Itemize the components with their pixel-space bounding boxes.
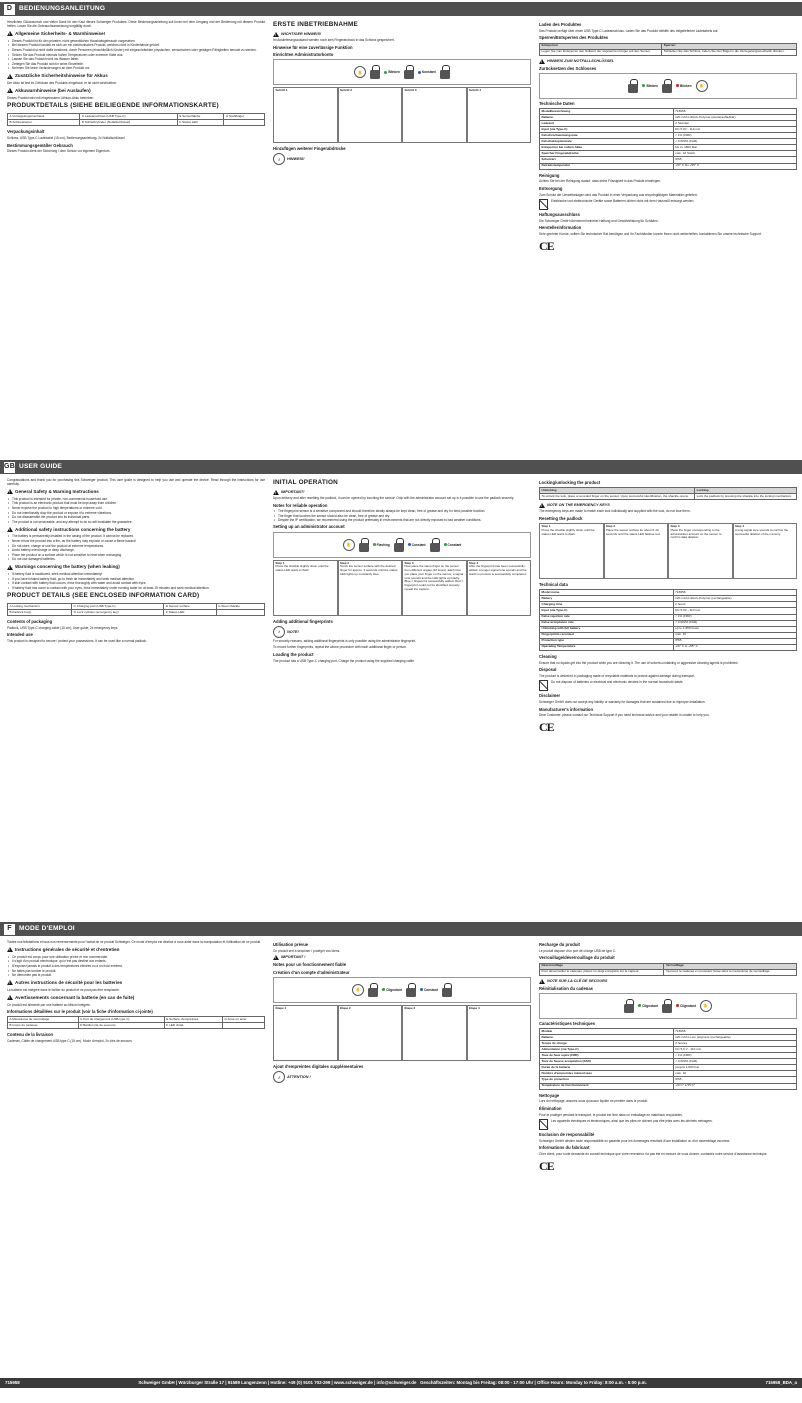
warning-icon (7, 565, 13, 570)
warning-icon (7, 31, 13, 36)
column-3: Laden des Produktes Das Produkt verfügt über einen USB Type-C Ladeanschluss. Laden Sie das Produkt mithilfe des mitgelieferten Ladekabels auf. Sperren/Entsperren des Produktes Entsperren Sperren Legen Sie zum Entsperren den Sollwert der angelernten Finger auf den Sensor. Schließen Sie das Schloss, indem Sie den Bügel in die Verriegelungsmechanik drücken. ! HINWEIS ZUM NOTFALLSCHLÜSSEL Zurücksetzen des Schlosses Blinken Blinken ✋ Technische Daten Modellbezeichnung 715958 Batterie 120 mAh Lithium Polymer (wiederaufladbar) Ladezeit 2 Stunden Input (via Type-C) DC 5.0V - 110 mA Falschrückweisungsrate < 1% (FRR) Falschakzeptanzrate < 0.002% (FAR) Entsperren bei vollem Akku bis zu 1800 Mal Speicher Fingerabdrücke max. 10 Stück Schutzart IP65 Betriebstemperatur -20° C bis +55° C Reinigung Achten Sie bei der Reinigung darauf, dass keine Flüssigkeit in das Produkt eindringen. Entsorgung Zum Schutz der Umweltanlagen wird das Produkt in einer Verpackung aus recyclingfähigen Materialien geliefert. Elektrische und elektronische Geräte sowie Batterien dürfen nicht mit dem Hausmüll entsorgt werden. Haftungsausschluss Die Schweiger GmbH übernimmt keinerlei Haftung und Gewährleistung für Schäden. Herstellerinformation Sehr geehrter Kunde, sollten Sie technischer Rat benötigen und Ihr Fachhändler konnte Ihnen nicht weiterhelfen, kontaktieren Sie unsere technische Support. CE (539, 20, 797, 256)
heading: ! Allgemeine Sicherheits- & Warnhinweise! (7, 31, 265, 37)
tech-table: Model name 715958 Battery 120 mAh Lithium Polymer (rechargeable) Charging time 2 hours Input (via Type-C) DC 5.0V - 110 mA False rejection rate < 1% (FRR) False acceptance rate < 0.002% (FAR) Unlocking with full battery up to 1,800 times Fingerprints recorded max. 10 Protection type IP65 Operating Temperature -20° C to +55° C (539, 589, 797, 650)
column-2: INITIAL OPERATION ! IMPORTANT! Upon delivery and after resetting the padlock, it can be opened by touching the sensor! Only with the administrator account set up is it possible to use the padlock securely. Notes for reliable operation • The fingerprint sensor is a sensitive component and should therefore ideally always be kept clean, free of grease and dry for best possible function. • The finger that touches the sensor should also be clean, free of grease and dry. • Despite the IP certification, we recommend using the product preferably in environments that are not directly exposed to bad weather conditions. Setting up an administrator account ✋ Flashing Constant Constant Step 1 Press the shackle slightly down until the status LED starts to flash. Step 2 Touch the sensor surface with the desired finger for approx. 3 seconds until the status LED lights up constantly blue. Step 3 Now place the same finger on the sensor from different angles (10 times). Each time you place your finger on the sensor, a signal tone sounds and the LED lights up briefly. Blue = fingerprint successfully added. Red = fingerprint could not be identified properly, repeat the capture. Step 4 After the fingerprint has been successfully added, a longer signal tone sounds and the teach-in process is successfully completed. Adding additional fingerprints i NOTE! For security reasons, adding additional fingerprints is only possible using the administrator fingerprint. To record further fingerprints, repeat the above procedure with each additional finger or person. Loading the product The product has a USB Type-C charging port. Charge the product using the supplied charging cable. (273, 478, 531, 737)
reset-illustration: Blinken Blinken ✋ (539, 73, 797, 99)
warning-icon (7, 74, 13, 79)
padlock-icon (430, 538, 440, 552)
column-3: Recharge du produit Le produit dispose d'un port de charge USB de type C. Verrouillage/déverrouillage du produit Déverrouillage Verrouillage Pour déverrouiller le cadenas, placez un doigt enregistré sur le capteur. Verrouez le cadenas en poussant l'anse dans le mécanisme de verrouillage. ! NOTE SUR LA CLÉ DE SECOURS Réinitialisation du cadenas Clignotant Clignotant ✋ Caractéristiques techniques Modèle 715958 Batterie 120 mAh Li-ion polymère (rechargeable) Temps de charge 2 heures Alimentation (via Type-C) CC 5,0 V - 110 mA Taux de faux rejets (FRR) < 1% (FRR) Taux de fausse acceptation (FAR) < 0,002% (FAR) Durée de la batterie jusqu'à 1.800 fois Nombre d'empreintes mémorisées max. 10 Type de protection IP65 Température de fonctionnement -20 C° à 55 C° Nettoyage Lors du nettoyage, assurez-vous qu'aucun liquide ne pénètre dans le produit. Élimination Pour le protéger pendant le transport, le produit est livré dans un emballage en matériaux recyclables. Les appareils électriques et électroniques, ainsi que les piles ne doivent pas être jetés avec les déchets ménagers. Exclusion de responsabilité Schweiger GmbH décline toute responsabilité ou garantie pour les dommages résultant d'une installation ou d'un assemblage incorrect. Informations du fabricant Cher client, pour toute demande de conseil technique que votre revendeur n'a pas été en mesure de vous donner, contactez notre service d'assistance technique. CE (539, 940, 797, 1176)
contents-table: A Locking mechanism C Charging port (USB Type-C) E Sensor surface G Steel shackle B Padlock body D Lock cylinder (emergency key) F Status LED (7, 603, 265, 616)
padlock-icon (662, 999, 672, 1013)
warning-icon (7, 489, 13, 494)
heading: ! Zusätzliche Sicherheitshinweise für Akkus (7, 73, 265, 79)
column-2: Utilisation prévue Ce produit sert à sécuriser / protéger vos biens. ! IMPORTANT ! Notes pour un fonctionnement fiable Création d'un compte d'administrateur ✋ Clignotant Constant Étape 1 Étape 2 Étape 3 Étape 4 Ajout d'empreintes digitales supplémentaires i ATTENTION ! (273, 940, 531, 1176)
tech-table: Modèle 715958 Batterie 120 mAh Li-ion polymère (rechargeable) Temps de charge 2 heures Alimentation (via Type-C) CC 5,0 V - 110 mA Taux de faux rejets (FRR) < 1% (FRR) Taux de fausse acceptation (FAR) < 0,002% (FAR) Durée de la batterie jusqu'à 1.800 fois Nombre d'empreintes mémorisées max. 10 Type de protection IP65 Température de fonctionnement -20 C° à 55 C° (539, 1028, 797, 1089)
padlock-icon (359, 538, 369, 552)
info-icon: i (273, 1071, 285, 1083)
section-header-fr (0, 922, 802, 936)
section-fr (0, 922, 802, 1374)
section-de (0, 2, 802, 440)
column-2: ERSTE INBETRIEBNAHME ! WICHTIGER HINWEIS! Im Auslieferungszustand werden noch kein Fingerabdruck in das Schloss gespeichert. Hinweise für eine zuverlässige Funktion Einrichten Administratorkonto ✋ Blinken Konstant Schritt 1 Schritt 2 Schritt 3 Schritt 4 Hinzufügen weiterer Fingerabdrücke i HINWEIS! (273, 20, 531, 256)
hand-icon: ✋ (352, 984, 364, 996)
doc-code: 715958_BDA_a (765, 1380, 797, 1386)
safety-list: • Dieses Produkt ist für den privaten, nicht gewerblichen Haushaltsgebrauch vorgesehen. • Bei diesem Produkt handelt es sich um ein elektronisches Produkt, welches nicht in Kinderhände gehört! • Dieses Produkt ist nicht dafür bestimmt, durch Personen (einschließlich Kinder) mit eingeschränkten physischen, sensorischen oder geistigen Fähigkeiten benutzt zu werden. • Setzen Sie das Produkt niemals hohen Temperaturen oder extremer Kälte aus. • Lassen Sie das Produkt nicht ins Wasser fallen. • Zerlegen Sie das Produkt nicht in seine Einzelteile. • Nehmen Sie keine Veränderungen an dem Produkt vor. (7, 39, 265, 71)
warning-icon (273, 32, 279, 37)
info-icon: i (273, 153, 285, 165)
column-1: Toutes nos félicitations et tous nos remerciements pour l'achat de ce produit Schweiger. Ce mode d'emploi est destiné à vous aider dans la manipulation et l'utilisation de ce produit. ! Instructions générales de sécurité et d'entretien • Ce produit est conçu pour une utilisation privée et non commerciale. • Il s'agit d'un produit électronique, qui n'est pas destiné aux enfants. • N'exposez jamais le produit à des températures élevées ou à un froid extrême. • Ne faites pas tomber le produit. • Ne démontez pas le produit. ! Autres instructions de sécurité pour les batteries La batterie est intégrée dans le boîtier du produit et ne peut pas être remplacée. ! Avertissements concernant la batterie (en cas de fuite) Ce produit est alimenté par une batterie au lithium intégrée. Informations détaillées sur le produit (voir la fiche d'information ci-jointe) A Mécanisme de verrouillage C Port de chargement (USB type C) E Surface d'empreintes G Anse en acier B Corps du cadenas D Barillet (clé de secours) F LED d'état Contenu de la livraison Cadenas, Câble de chargement USB type C (15 cm), Mode d'emploi, 2x clés de secours (7, 940, 265, 1176)
section-header-gb (0, 460, 802, 474)
reset-illustration: Clignotant Clignotant ✋ (539, 993, 797, 1019)
warning-icon (7, 88, 13, 93)
warning-icon (539, 979, 545, 984)
safety-list: • This product is intended for private, non-commercial household use. • This product is an electronic product that must be kept away from children. • Never expose the product to high temperatures or extreme cold. • Do not intentionally drop the product or expose it to extreme vibrations. • Do not disassemble the product into its individual parts. • The product is not serviceable, and any attempt to do so will invalidate the guarantee. (7, 497, 265, 524)
ce-mark-icon: CE (539, 238, 554, 253)
section-header-de (0, 2, 802, 16)
warning-icon (273, 490, 279, 495)
warning-icon (7, 527, 13, 532)
padlock-icon (662, 79, 672, 93)
admin-steps: Step 1 Press the shackle slightly down until the status LED starts to flash. Step 2 Touch the sensor surface with the desired finger for approx. 3 seconds until the status LED lights up constantly blue. Step 3 Now place the same finger on the sensor from different angles (10 times). Each time you place your finger on the sensor, a signal tone sounds and the LED lights up briefly. Blue = fingerprint successfully added. Red = fingerprint could not be identified properly, repeat the capture. Step 4 After the fingerprint has been successfully added, a longer signal tone sounds and the teach-in process is successfully completed. (273, 560, 531, 616)
lang-badge: GB (4, 462, 15, 473)
hand-icon: ✋ (696, 80, 708, 92)
led-illustration: ✋ Flashing Constant Constant (273, 532, 531, 558)
hand-icon: ✋ (354, 66, 366, 78)
lang-badge: F (4, 924, 15, 935)
column-3: Locking/unlocking the product Unlocking Locking To unlock the lock, place a recorded finger on the sensor. Upon successful identification, the shackle opens. Lock the padlock by pressing the shackle into the locking mechanism. ! NOTE ON THE EMERGENCY KEYS The emergency keys are made to match each lock individually and supplied with the lock, do not lose them. Resetting the padlock Step 1 Press the shackle slightly down until the status LED starts to flash. Step 2 Place the sensor surface for about 6-10 seconds until the status LED flashes red. Step 3 Place the finger corresponding to the administrator account on the sensor to confirm data deletion. Step 4 A long signal tone sounds to confirm the successful deletion of the memory. Technical data Model name 715958 Battery 120 mAh Lithium Polymer (rechargeable) Charging time 2 hours Input (via Type-C) DC 5.0V - 110 mA False rejection rate < 1% (FRR) False acceptance rate < 0.002% (FAR) Unlocking with full battery up to 1,800 times Fingerprints recorded max. 10 Protection type IP65 Operating Temperature -20° C to +55° C Cleaning Ensure that no liquids get into the product while you are cleaning it. The use of solvent-containing or aggressive cleaning agents is prohibited. Disposal The product is delivered in packaging made of recyclable materials to protect against damage during transport. Do not dispose of batteries or electrical and electronic devices in the normal household waste. Disclaimer Schweiger GmbH does not accept any liability or warranty for damages that are sustained due to improper installation. Manufacturer's information Dear Customer, please contact our Technical Support if you need technical advice and your retailer is unable to help you. CE (539, 478, 797, 737)
padlock-icon (442, 983, 452, 997)
footer-bar (0, 1378, 802, 1388)
warning-icon (7, 995, 13, 1000)
led-illustration: ✋ Blinken Konstant (273, 59, 531, 85)
weee-bin-icon (539, 199, 548, 210)
tech-table: Modellbezeichnung 715958 Batterie 120 mAh Lithium Polymer (wiederaufladbar) Ladezeit 2 Stunden Input (via Type-C) DC 5.0V - 110 mA Falschrückweisungsrate < 1% (FRR) Falschakzeptanzrate < 0.002% (FAR) Entsperren bei vollem Akku bis zu 1800 Mal Speicher Fingerabdrücke max. 10 Stück Schutzart IP65 Betriebstemperatur -20° C bis +55° C (539, 108, 797, 169)
lock-table: Entsperren Sperren Legen Sie zum Entsperren den Sollwert der angelernten Finger auf den Sensor. Schließen Sie das Schloss, indem Sie den Bügel in die Verriegelungsmechanik drücken. (539, 43, 797, 56)
warning-icon (273, 955, 279, 960)
intro: Herzlichen Glückwunsch und vielen Dank für den Kauf dieses Schweiger Produktes. Diese Bedienungsanleitung soll Ihnen bei dem Umgang und der Bedienung mit diesem Produkt helfen. Lesen Sie die Gebrauchsanweisung sorgfältig durch. (7, 20, 265, 28)
section-gb (0, 460, 802, 920)
column-1: Herzlichen Glückwunsch und vielen Dank für den Kauf dieses Schweiger Produktes. Diese Bedienungsanleitung soll Ihnen bei dem Umgang und der Bedienung mit diesem Produkt helfen. Lesen Sie die Gebrauchsanweisung sorgfältig durch. ! Allgemeine Sicherheits- & Warnhinweise! • Dieses Produkt ist für den privaten, nicht gewerblichen Haushaltsgebrauch vorgesehen. • Bei diesem Produkt handelt es sich um ein elektronisches Produkt, welches nicht in Kinderhände gehört! • Dieses Produkt ist nicht dafür bestimmt, durch Personen (einschließlich Kinder) mit eingeschränkten physischen, sensorischen oder geistigen Fähigkeiten benutzt zu werden. • Setzen Sie das Produkt niemals hohen Temperaturen oder extremer Kälte aus. • Lassen Sie das Produkt nicht ins Wasser fallen. • Zerlegen Sie das Produkt nicht in seine Einzelteile. • Nehmen Sie keine Veränderungen an dem Produkt vor. ! Zusätzliche Sicherheitshinweise für Akkus Der Akku ist fest im Gehäuse des Produkts eingebaut, er ist nicht wechselbar. ! Akkuwarnhinweise (bei Auslaufen) Dieses Produkt wird mit eingebautem Lithium-Akku betrieben. PRODUKTDETAILS (SIEHE BEILIEGENDE INFORMATIONSKARTE) A Verriegelungsmechanik C Ladeanschluss (USB Type-C) E Sensorfläche G Stahlbügel B Schlosskörper D Schließzylinder (Notfallschlüssel) F Status LED Verpackungsinhalt Schloss, USB Type-C Ladekabel (15 cm), Bedienungsanleitung, 2x Notfallschlüssel Bestimmungsgemäßer Gebrauch Dieses Produkt dient der Sicherung / dem Schutz vor eigenem Eigentum. (7, 20, 265, 256)
warning-icon (7, 947, 13, 952)
padlock-icon (368, 983, 378, 997)
padlock-icon (404, 65, 414, 79)
contents-title: PRODUKTDETAILS (SIEHE BEILIEGENDE INFORMATIONSKARTE) (7, 102, 219, 110)
warning-icon (539, 59, 545, 64)
weee-bin-icon (539, 680, 548, 691)
admin-steps: Schritt 1 Schritt 2 Schritt 3 Schritt 4 (273, 87, 531, 143)
hand-icon: ✋ (700, 1000, 712, 1012)
info-icon: i (273, 626, 285, 638)
padlock-icon (624, 999, 634, 1013)
warning-icon (7, 980, 13, 985)
contents-table: A Verriegelungsmechanik C Ladeanschluss (USB Type-C) E Sensorfläche G Stahlbügel B Schlosskörper D Schließzylinder (Notfallschlüssel) F Status LED (7, 113, 265, 126)
lock-table: Unlocking Locking To unlock the lock, place a recorded finger on the sensor. Upon successful identification, the shackle opens. Lock the padlock by pressing the shackle into the locking mechanism. (539, 487, 797, 500)
section-title: USER GUIDE (19, 462, 63, 470)
warning-icon (539, 503, 545, 508)
company-info: Schweiger GmbH | Würzburger Straße 17 | 91589 Langenzenn | Hotline: +49 (0) 9101 702-299 | www.schweiger.de | info@schweiger.de Geschäftszeiten: Montag bis Freitag: 08:00 - 17:00 Uhr | Office Hours: Monday to Friday: 8:00 a.m. - 5:00 p.m. (138, 1380, 647, 1386)
admin-steps: Étape 1 Étape 2 Étape 3 Étape 4 (273, 1005, 531, 1061)
section-title: BEDIENUNGSANLEITUNG (19, 4, 106, 12)
ce-mark-icon: CE (539, 1158, 554, 1173)
padlock-icon (628, 79, 638, 93)
battery-list: • The battery is permanently installed in the casing of the product. It cannot be replaced. • Never throw the product into a fire, as the battery may explode or cause a flame hazard! • Do not store, charge or use the product at extreme temperatures. • Avoid battery overcharge or deep discharge. • Place the product on a surface which is not sensitive to heat when recharging. • Do not use damaged batteries. (7, 534, 265, 561)
lock-table: Déverrouillage Verrouillage Pour déverrouiller le cadenas, placez un doigt enregistré sur le capteur. Verrouez le cadenas en poussant l'anse dans le mécanisme de verrouillage. (539, 963, 797, 976)
lang-badge: D (4, 4, 15, 15)
safety-list: • Ce produit est conçu pour une utilisation privée et non commerciale. • Il s'agit d'un produit électronique, qui n'est pas destiné aux enfants. • N'exposez jamais le produit à des températures élevées ou à un froid extrême. • Ne faites pas tomber le produit. • Ne démontez pas le produit. (7, 955, 265, 977)
heading: ! Akkuwarnhinweise (bei Auslaufen) (7, 88, 265, 94)
section-title: MODE D'EMPLOI (19, 924, 75, 932)
contents-table: A Mécanisme de verrouillage C Port de chargement (USB type C) E Surface d'empreintes G Anse en acier B Corps du cadenas D Barillet (clé de secours) F LED d'état (7, 1016, 265, 1029)
notes-list: • The fingerprint sensor is a sensitive component and should therefore ideally always be kept clean, free of grease and dry for best possible function. • The finger that touches the sensor should also be clean, free of grease and dry. • Despite the IP certification, we recommend using the product preferably in environments that are not directly exposed to bad weather conditions. (273, 509, 531, 522)
ce-mark-icon: CE (539, 719, 554, 734)
led-illustration: ✋ Clignotant Constant (273, 977, 531, 1003)
padlock-icon (440, 65, 450, 79)
leak-list: • If battery fluid is swallowed, seek medical attention immediately! • If you have inhaled battery fluid, go to fresh air immediately and seek medical attention. • If skin contact with battery fluid occurs, rinse thoroughly with water and avoid contact with eyes. • If battery fluid has come to contact with your eyes, rinse immediately under running water for at least 15 minutes and seek medical attention. (7, 572, 265, 590)
column-1: Congratulations and thank you for purchasing this Schweiger product. This user guide is designed to help you use and operate the device. Read through the instructions for use carefully. ! General Safety & Warning Instructions • This product is intended for private, non-commercial household use. • This product is an electronic product that must be kept away from children. • Never expose the product to high temperatures or extreme cold. • Do not intentionally drop the product or expose it to extreme vibrations. • Do not disassemble the product into its individual parts. • The product is not serviceable, and any attempt to do so will invalidate the guarantee. ! Additional safety instructions concerning the battery • The battery is permanently installed in the casing of the product. It cannot be replaced. • Never throw the product into a fire, as the battery may explode or cause a flame hazard! • Do not store, charge or use the product at extreme temperatures. • Avoid battery overcharge or deep discharge. • Place the product on a surface which is not sensitive to heat when recharging. • Do not use damaged batteries. ! Warnings concerning the battery (when leaking) • If battery fluid is swallowed, seek medical attention immediately! • If you have inhaled battery fluid, go to fresh air immediately and seek medical attention. • If skin contact with battery fluid occurs, rinse thoroughly with water and avoid contact with eyes. • If battery fluid has come to contact with your eyes, rinse immediately under running water for at least 15 minutes and seek medical attention. PRODUCT DETAILS (SEE ENCLOSED INFORMATION CARD) A Locking mechanism C Charging port (USB Type-C) E Sensor surface G Steel shackle B Padlock body D Lock cylinder (emergency key) F Status LED Contents of packaging Padlock, USB Type-C charging cable (15 cm), User guide, 2x emergency keys Intended use This product is designed to secure / protect your possessions. It can be used like a normal padlock. (7, 478, 265, 737)
hand-icon: ✋ (343, 539, 355, 551)
weee-bin-icon (539, 1119, 548, 1130)
model-number: 715958 (5, 1380, 20, 1386)
reset-steps: Step 1 Press the shackle slightly down until the status LED starts to flash. Step 2 Place the sensor surface for about 6-10 seconds until the status LED flashes red. Step 3 Place the finger corresponding to the administrator account on the sensor to confirm data deletion. Step 4 A long signal tone sounds to confirm the successful deletion of the memory. (539, 523, 797, 579)
padlock-icon (394, 538, 404, 552)
padlock-icon (370, 65, 380, 79)
padlock-icon (406, 983, 416, 997)
